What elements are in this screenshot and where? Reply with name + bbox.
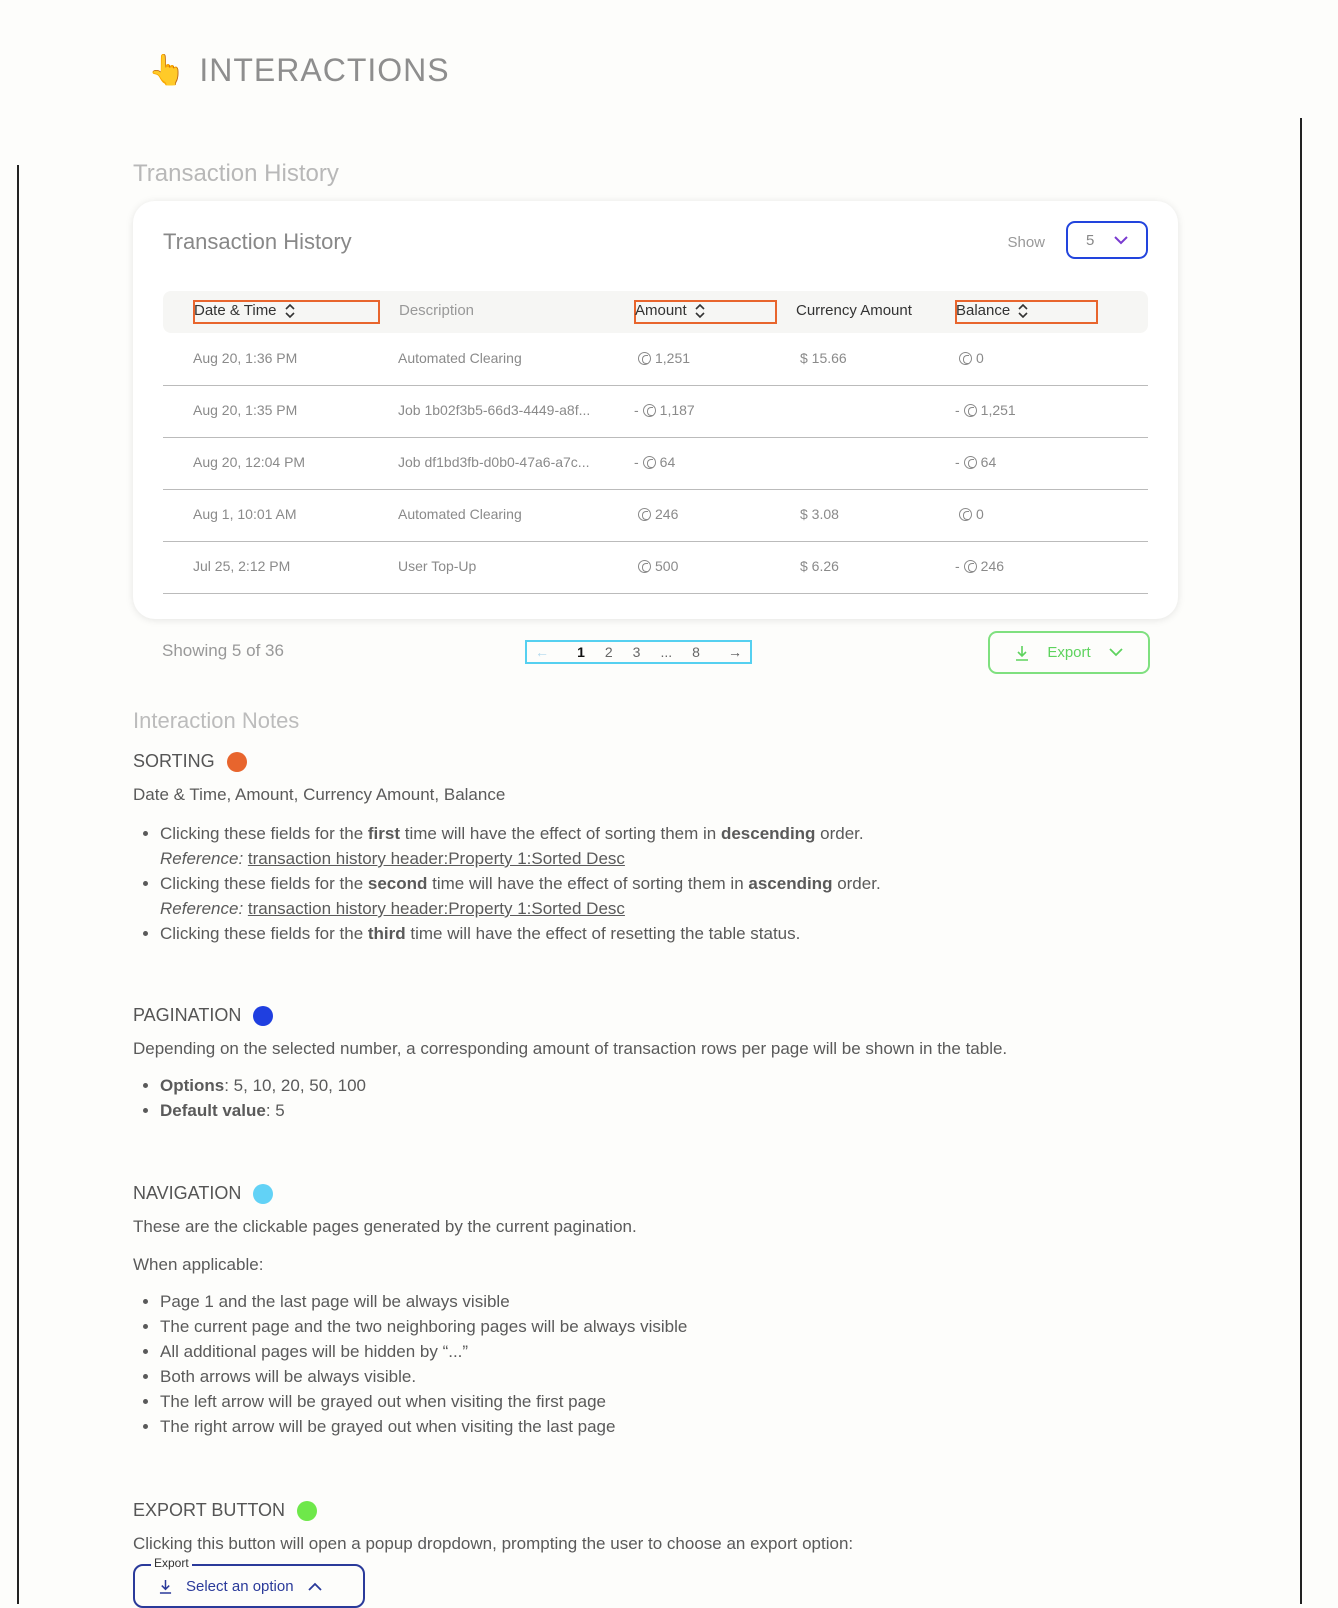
page-header xyxy=(148,52,450,89)
credit-coin-icon xyxy=(959,352,972,365)
table-row xyxy=(163,333,1148,386)
page-number-2[interactable]: 2 xyxy=(604,644,613,660)
list-item: • Default value: 5 xyxy=(160,1098,366,1123)
page-list xyxy=(577,644,700,660)
chevron-down-icon xyxy=(1109,648,1123,657)
navigation-heading-text: NAVIGATION xyxy=(133,1183,242,1203)
transaction-history-card xyxy=(133,201,1178,619)
page-number-3[interactable]: 3 xyxy=(632,644,641,660)
cell-balance-value: 0 xyxy=(976,350,984,366)
cell-amount-value: 1,187 xyxy=(659,402,695,418)
column-header-date[interactable] xyxy=(194,302,295,319)
export-button[interactable] xyxy=(988,631,1150,674)
export-heading-text: EXPORT BUTTON xyxy=(133,1500,286,1520)
cell-balance xyxy=(959,506,984,522)
cell-description: Job df1bd3fb-d0b0-47a6-a7c... xyxy=(398,454,590,470)
minus-sign: - xyxy=(634,402,639,418)
download-icon xyxy=(159,1579,172,1594)
right-border-line xyxy=(1300,118,1302,1604)
interaction-notes-title: Interaction Notes xyxy=(133,708,300,733)
cell-amount xyxy=(638,506,678,522)
sorting-heading-text: SORTING xyxy=(133,751,215,771)
list-item: • Clicking these fields for the second time will have the effect of sorting them in ascending order. Reference: transaction history header:Property 1:Sorted Desc xyxy=(160,871,881,921)
cell-balance xyxy=(955,558,1004,574)
list-item: • Clicking these fields for the third time will have the effect of resetting the table status. xyxy=(160,921,881,946)
table-row xyxy=(163,385,1148,438)
sort-icon xyxy=(1018,304,1028,318)
sort-icon xyxy=(285,304,295,318)
rows-per-page-value: 5 xyxy=(1086,231,1095,249)
navigation-color-dot xyxy=(253,1184,273,1204)
sorting-intro: Date & Time, Amount, Currency Amount, Balance xyxy=(133,785,506,804)
show-label: Show xyxy=(1007,234,1045,251)
cell-amount-value: 246 xyxy=(655,506,679,522)
cell-date: Aug 1, 10:01 AM xyxy=(193,506,297,522)
sort-icon xyxy=(695,304,705,318)
credit-coin-icon xyxy=(959,508,972,521)
cell-description: Automated Clearing xyxy=(398,506,522,522)
minus-sign: - xyxy=(634,454,639,470)
arrow-left-icon[interactable]: ← xyxy=(535,644,549,660)
reference-link[interactable]: transaction history header:Property 1:Sorted Desc xyxy=(247,899,625,918)
download-icon xyxy=(1015,645,1029,661)
cell-balance-value: 246 xyxy=(980,558,1005,574)
column-header-balance-label: Balance xyxy=(956,302,1011,319)
column-header-balance[interactable] xyxy=(956,302,1028,319)
reference-link[interactable]: transaction history header:Property 1:Sorted Desc xyxy=(247,849,625,868)
cell-balance xyxy=(955,454,996,470)
pointing-hand-icon: 👆 xyxy=(148,53,186,87)
pagination-color-dot xyxy=(253,1006,273,1026)
list-item: • The current page and the two neighboring pages will be always visible xyxy=(160,1314,687,1339)
export-color-dot xyxy=(297,1501,317,1521)
chevron-up-icon xyxy=(308,1582,322,1591)
minus-sign: - xyxy=(955,454,960,470)
credit-coin-icon xyxy=(638,560,651,573)
column-header-amount-label: Amount xyxy=(635,302,687,319)
cell-balance-value: 0 xyxy=(976,506,984,522)
cell-balance xyxy=(959,350,984,366)
list-item: • All additional pages will be hidden by “...” xyxy=(160,1339,687,1364)
navigation-heading xyxy=(133,1183,273,1204)
page-number-1[interactable]: 1 xyxy=(577,644,585,660)
cell-currency-amount: $ 3.08 xyxy=(800,506,839,522)
cell-amount xyxy=(638,558,678,574)
cell-date: Jul 25, 2:12 PM xyxy=(193,558,291,574)
table-row xyxy=(163,489,1148,542)
credit-coin-icon xyxy=(964,560,977,573)
cell-balance-value: 1,251 xyxy=(980,402,1016,418)
cell-currency-amount: $ 6.26 xyxy=(800,558,839,574)
pagination-heading-text: PAGINATION xyxy=(133,1005,242,1025)
column-header-currency-amount[interactable]: Currency Amount xyxy=(796,302,912,319)
export-intro: Clicking this button will open a popup dropdown, prompting the user to choose an export option: xyxy=(133,1534,854,1553)
export-heading xyxy=(133,1500,317,1521)
list-item: • The left arrow will be grayed out when visiting the first page xyxy=(160,1389,687,1414)
pagination-list xyxy=(133,1073,366,1123)
cell-date: Aug 20, 1:36 PM xyxy=(193,350,298,366)
cell-description: Job 1b02f3b5-66d3-4449-a8f... xyxy=(398,402,591,418)
cell-amount-value: 64 xyxy=(659,454,676,470)
cell-description: Automated Clearing xyxy=(398,350,522,366)
navigation-intro: These are the clickable pages generated by the current pagination. xyxy=(133,1217,637,1236)
rows-per-page-select[interactable] xyxy=(1066,221,1148,259)
chevron-down-icon xyxy=(1114,236,1128,245)
navigation-when: When applicable: xyxy=(133,1255,264,1274)
pagination-heading xyxy=(133,1005,273,1026)
credit-coin-icon xyxy=(964,456,977,469)
section-title: Transaction History xyxy=(133,160,339,187)
navigation-list xyxy=(133,1289,687,1439)
credit-coin-icon xyxy=(638,352,651,365)
sorting-heading xyxy=(133,751,247,772)
cell-amount-value: 500 xyxy=(655,558,679,574)
list-item: • Clicking these fields for the first time will have the effect of sorting them in descending order. Reference: transaction history header:Property 1:Sorted Desc xyxy=(160,821,881,871)
column-header-amount[interactable] xyxy=(635,302,705,319)
page-title: INTERACTIONS xyxy=(199,52,450,88)
arrow-right-icon[interactable]: → xyxy=(727,644,742,660)
cell-date: Aug 20, 1:35 PM xyxy=(193,402,298,418)
export-option-select[interactable] xyxy=(133,1556,365,1608)
export-label: Export xyxy=(1047,644,1091,661)
card-title: Transaction History xyxy=(163,229,352,254)
minus-sign: - xyxy=(955,558,960,574)
cell-amount xyxy=(634,454,675,470)
page-number-8[interactable]: 8 xyxy=(692,644,700,660)
cell-balance-value: 64 xyxy=(980,454,997,470)
credit-coin-icon xyxy=(643,456,656,469)
pagination-intro: Depending on the selected number, a corresponding amount of transaction rows per page will be shown in the table. xyxy=(133,1039,1008,1058)
table-header xyxy=(163,291,1148,333)
cell-amount xyxy=(638,350,690,366)
minus-sign: - xyxy=(955,402,960,418)
sorting-list xyxy=(133,821,881,946)
credit-coin-icon xyxy=(643,404,656,417)
credit-coin-icon xyxy=(964,404,977,417)
cell-amount-value: 1,251 xyxy=(655,350,691,366)
cell-description: User Top-Up xyxy=(398,558,477,574)
cell-currency-amount: $ 15.66 xyxy=(800,350,847,366)
column-header-description: Description xyxy=(399,302,475,319)
page-ellipsis: ... xyxy=(660,644,673,660)
column-header-date-label: Date & Time xyxy=(194,302,277,319)
list-item: • Both arrows will be always visible. xyxy=(160,1364,687,1389)
cell-balance xyxy=(955,402,1016,418)
sorting-color-dot xyxy=(227,752,247,772)
table-row xyxy=(163,437,1148,490)
left-border-line xyxy=(17,165,19,1604)
export-legend: Export xyxy=(151,1556,192,1570)
export-select-label: Select an option xyxy=(186,1577,294,1595)
credit-coin-icon xyxy=(638,508,651,521)
cell-amount xyxy=(634,402,695,418)
list-item: • The right arrow will be grayed out when visiting the last page xyxy=(160,1414,687,1439)
showing-count: Showing 5 of 36 xyxy=(162,641,284,660)
pagination-nav xyxy=(525,640,752,664)
cell-date: Aug 20, 12:04 PM xyxy=(193,454,306,470)
list-item: • Options: 5, 10, 20, 50, 100 xyxy=(160,1073,366,1098)
table-row xyxy=(163,541,1148,594)
list-item: • Page 1 and the last page will be always visible xyxy=(160,1289,687,1314)
